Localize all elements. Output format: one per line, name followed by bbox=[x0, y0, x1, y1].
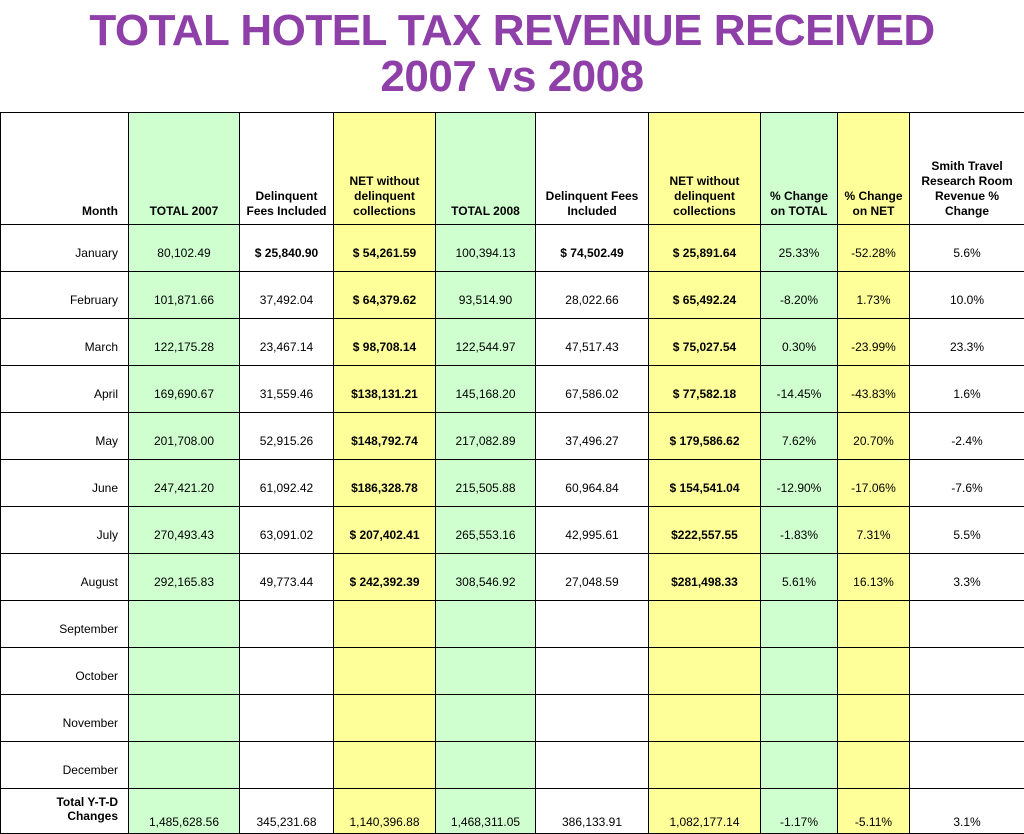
cell-total2008: 217,082.89 bbox=[436, 413, 536, 460]
header-total-2007: TOTAL 2007 bbox=[129, 113, 240, 225]
total-smith: 3.1% bbox=[910, 789, 1024, 834]
cell-total2008: 100,394.13 bbox=[436, 225, 536, 272]
cell-smith: 1.6% bbox=[910, 366, 1024, 413]
total-pct-net: -5.11% bbox=[838, 789, 910, 834]
cell-pct-total: -8.20% bbox=[761, 272, 838, 319]
cell-delinquent2008 bbox=[536, 695, 649, 742]
cell-delinquent2007: 63,091.02 bbox=[240, 507, 334, 554]
table-row bbox=[1, 695, 1024, 742]
cell-smith: 3.3% bbox=[910, 554, 1024, 601]
cell-smith bbox=[910, 648, 1024, 695]
row-month: May bbox=[1, 413, 129, 460]
cell-net2008 bbox=[649, 742, 761, 789]
cell-delinquent2007: 49,773.44 bbox=[240, 554, 334, 601]
cell-total2007: 122,175.28 bbox=[129, 319, 240, 366]
cell-total2008: 265,553.16 bbox=[436, 507, 536, 554]
cell-delinquent2007: 52,915.26 bbox=[240, 413, 334, 460]
cell-total2007 bbox=[129, 648, 240, 695]
cell-smith: -2.4% bbox=[910, 413, 1024, 460]
cell-total2007 bbox=[129, 742, 240, 789]
total-delinquent2007: 345,231.68 bbox=[240, 789, 334, 834]
row-month: September bbox=[1, 601, 129, 648]
total-total2007: 1,485,628.56 bbox=[129, 789, 240, 834]
header-delinquent-2007: Delinquent Fees Included bbox=[240, 113, 334, 225]
cell-net2008: $ 179,586.62 bbox=[649, 413, 761, 460]
header-pct-change-net: % Change on NET bbox=[838, 113, 910, 225]
cell-net2007: $ 207,402.41 bbox=[334, 507, 436, 554]
cell-pct-total bbox=[761, 695, 838, 742]
header-net-2008: NET without delinquent collections bbox=[649, 113, 761, 225]
cell-total2007: 270,493.43 bbox=[129, 507, 240, 554]
cell-delinquent2008 bbox=[536, 601, 649, 648]
table-row bbox=[1, 225, 1024, 272]
cell-delinquent2007 bbox=[240, 742, 334, 789]
cell-smith bbox=[910, 695, 1024, 742]
cell-pct-net: 20.70% bbox=[838, 413, 910, 460]
row-month: July bbox=[1, 507, 129, 554]
cell-smith: -7.6% bbox=[910, 460, 1024, 507]
cell-total2008 bbox=[436, 695, 536, 742]
hotel-tax-table bbox=[0, 112, 1024, 834]
cell-delinquent2008: 67,586.02 bbox=[536, 366, 649, 413]
cell-smith bbox=[910, 601, 1024, 648]
cell-total2008: 145,168.20 bbox=[436, 366, 536, 413]
cell-total2007: 169,690.67 bbox=[129, 366, 240, 413]
cell-delinquent2008: 60,964.84 bbox=[536, 460, 649, 507]
cell-delinquent2007 bbox=[240, 648, 334, 695]
cell-total2007: 292,165.83 bbox=[129, 554, 240, 601]
table-row bbox=[1, 507, 1024, 554]
cell-net2007 bbox=[334, 601, 436, 648]
total-net2008: 1,082,177.14 bbox=[649, 789, 761, 834]
cell-total2008 bbox=[436, 742, 536, 789]
table-body bbox=[1, 225, 1024, 834]
totals-row bbox=[1, 789, 1024, 834]
cell-net2008: $ 154,541.04 bbox=[649, 460, 761, 507]
table-row bbox=[1, 319, 1024, 366]
title-line-2: 2007 vs 2008 bbox=[0, 54, 1024, 100]
table-row bbox=[1, 648, 1024, 695]
cell-total2007: 101,871.66 bbox=[129, 272, 240, 319]
cell-net2008: $ 25,891.64 bbox=[649, 225, 761, 272]
totals-label: Total Y-T-D Changes bbox=[1, 789, 129, 834]
header-net-2007: NET without delinquent collections bbox=[334, 113, 436, 225]
cell-delinquent2008: 42,995.61 bbox=[536, 507, 649, 554]
cell-delinquent2007 bbox=[240, 601, 334, 648]
total-delinquent2008: 386,133.91 bbox=[536, 789, 649, 834]
cell-net2007: $148,792.74 bbox=[334, 413, 436, 460]
cell-total2007 bbox=[129, 601, 240, 648]
cell-net2008 bbox=[649, 601, 761, 648]
cell-pct-total bbox=[761, 648, 838, 695]
cell-net2007: $ 54,261.59 bbox=[334, 225, 436, 272]
total-net2007: 1,140,396.88 bbox=[334, 789, 436, 834]
total-pct-total: -1.17% bbox=[761, 789, 838, 834]
cell-total2008: 215,505.88 bbox=[436, 460, 536, 507]
table-row bbox=[1, 272, 1024, 319]
cell-delinquent2008: 28,022.66 bbox=[536, 272, 649, 319]
cell-net2008: $222,557.55 bbox=[649, 507, 761, 554]
row-month: January bbox=[1, 225, 129, 272]
cell-net2007 bbox=[334, 695, 436, 742]
header-delinquent-2008: Delinquent Fees Included bbox=[536, 113, 649, 225]
cell-pct-net: -52.28% bbox=[838, 225, 910, 272]
cell-pct-total bbox=[761, 601, 838, 648]
row-month: November bbox=[1, 695, 129, 742]
row-month: March bbox=[1, 319, 129, 366]
cell-net2008 bbox=[649, 648, 761, 695]
cell-net2007: $186,328.78 bbox=[334, 460, 436, 507]
cell-total2008: 93,514.90 bbox=[436, 272, 536, 319]
cell-delinquent2008: $ 74,502.49 bbox=[536, 225, 649, 272]
cell-smith: 5.5% bbox=[910, 507, 1024, 554]
cell-pct-net bbox=[838, 648, 910, 695]
cell-net2007 bbox=[334, 742, 436, 789]
header-row bbox=[1, 113, 1024, 225]
cell-net2008: $ 65,492.24 bbox=[649, 272, 761, 319]
cell-pct-net: 7.31% bbox=[838, 507, 910, 554]
cell-smith: 23.3% bbox=[910, 319, 1024, 366]
table-row bbox=[1, 366, 1024, 413]
cell-delinquent2008: 37,496.27 bbox=[536, 413, 649, 460]
total-total2008: 1,468,311.05 bbox=[436, 789, 536, 834]
cell-delinquent2008: 47,517.43 bbox=[536, 319, 649, 366]
cell-pct-total: 25.33% bbox=[761, 225, 838, 272]
cell-delinquent2008 bbox=[536, 648, 649, 695]
cell-pct-net bbox=[838, 695, 910, 742]
cell-delinquent2008: 27,048.59 bbox=[536, 554, 649, 601]
cell-delinquent2007: 31,559.46 bbox=[240, 366, 334, 413]
cell-net2008: $281,498.33 bbox=[649, 554, 761, 601]
table-row bbox=[1, 601, 1024, 648]
page-title bbox=[0, 0, 1024, 100]
cell-total2008 bbox=[436, 648, 536, 695]
cell-net2007: $138,131.21 bbox=[334, 366, 436, 413]
table-row bbox=[1, 460, 1024, 507]
cell-net2007: $ 64,379.62 bbox=[334, 272, 436, 319]
cell-total2008 bbox=[436, 601, 536, 648]
cell-pct-net: 16.13% bbox=[838, 554, 910, 601]
cell-pct-total: 5.61% bbox=[761, 554, 838, 601]
table-row bbox=[1, 554, 1024, 601]
cell-pct-total bbox=[761, 742, 838, 789]
cell-pct-total: 7.62% bbox=[761, 413, 838, 460]
cell-net2007: $ 242,392.39 bbox=[334, 554, 436, 601]
cell-total2007: 80,102.49 bbox=[129, 225, 240, 272]
cell-delinquent2007 bbox=[240, 695, 334, 742]
cell-delinquent2007: 37,492.04 bbox=[240, 272, 334, 319]
row-month: October bbox=[1, 648, 129, 695]
cell-pct-net: -17.06% bbox=[838, 460, 910, 507]
cell-delinquent2007: 23,467.14 bbox=[240, 319, 334, 366]
cell-net2008 bbox=[649, 695, 761, 742]
header-smith-travel: Smith Travel Research Room Revenue % Change bbox=[910, 113, 1024, 225]
cell-pct-net bbox=[838, 601, 910, 648]
cell-smith: 10.0% bbox=[910, 272, 1024, 319]
cell-smith bbox=[910, 742, 1024, 789]
header-pct-change-total: % Change on TOTAL bbox=[761, 113, 838, 225]
cell-net2008: $ 75,027.54 bbox=[649, 319, 761, 366]
cell-delinquent2008 bbox=[536, 742, 649, 789]
cell-delinquent2007: $ 25,840.90 bbox=[240, 225, 334, 272]
cell-pct-net: -23.99% bbox=[838, 319, 910, 366]
table-row bbox=[1, 742, 1024, 789]
title-line-1: TOTAL HOTEL TAX REVENUE RECEIVED bbox=[0, 8, 1024, 54]
row-month: June bbox=[1, 460, 129, 507]
header-total-2008: TOTAL 2008 bbox=[436, 113, 536, 225]
row-month: August bbox=[1, 554, 129, 601]
cell-delinquent2007: 61,092.42 bbox=[240, 460, 334, 507]
row-month: February bbox=[1, 272, 129, 319]
cell-pct-total: -1.83% bbox=[761, 507, 838, 554]
cell-total2007: 201,708.00 bbox=[129, 413, 240, 460]
cell-net2007: $ 98,708.14 bbox=[334, 319, 436, 366]
cell-total2008: 308,546.92 bbox=[436, 554, 536, 601]
cell-pct-total: -14.45% bbox=[761, 366, 838, 413]
cell-total2007: 247,421.20 bbox=[129, 460, 240, 507]
cell-pct-net bbox=[838, 742, 910, 789]
cell-net2008: $ 77,582.18 bbox=[649, 366, 761, 413]
cell-pct-total: -12.90% bbox=[761, 460, 838, 507]
cell-total2008: 122,544.97 bbox=[436, 319, 536, 366]
cell-smith: 5.6% bbox=[910, 225, 1024, 272]
cell-pct-net: -43.83% bbox=[838, 366, 910, 413]
row-month: April bbox=[1, 366, 129, 413]
cell-net2007 bbox=[334, 648, 436, 695]
row-month: December bbox=[1, 742, 129, 789]
cell-total2007 bbox=[129, 695, 240, 742]
header-month: Month bbox=[1, 113, 129, 225]
cell-pct-net: 1.73% bbox=[838, 272, 910, 319]
cell-pct-total: 0.30% bbox=[761, 319, 838, 366]
table-row bbox=[1, 413, 1024, 460]
